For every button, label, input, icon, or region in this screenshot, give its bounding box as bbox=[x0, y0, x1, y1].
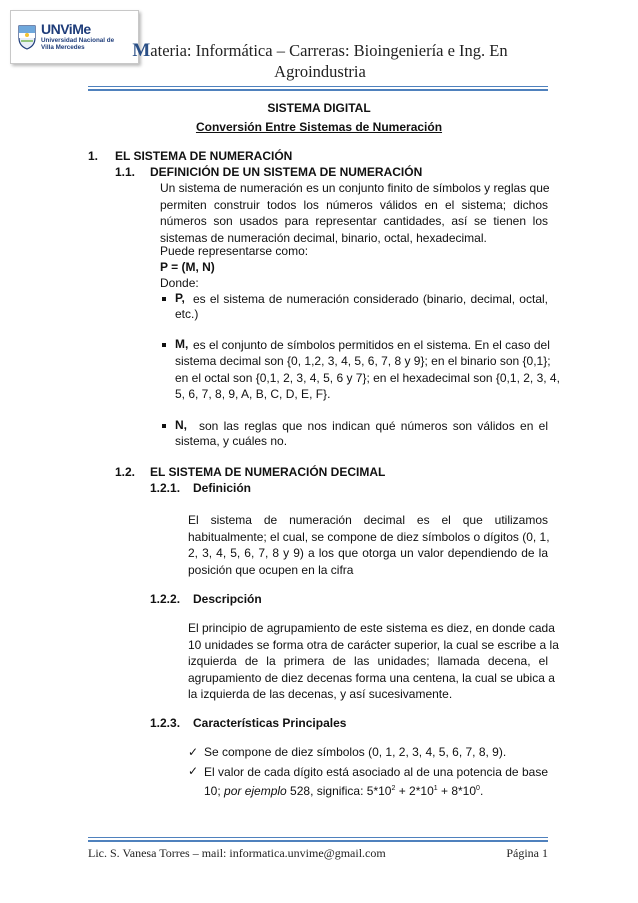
paragraph-line: sistemas de numeración decimal, binario, octal, hexadecimal. bbox=[160, 230, 487, 245]
logo-brand: UNViMe bbox=[41, 21, 91, 38]
bullet-line: es el sistema de numeración considerado (binario, decimal, octal, bbox=[193, 292, 548, 306]
exponent: 1 bbox=[433, 785, 438, 792]
paragraph-line: 2, 3, 4, 5, 6, 7, 8 y 9) a los que otorga un valor dependiendo de la bbox=[188, 546, 548, 561]
bullet-line: sistema decimal son {0, 1,2, 3, 4, 5, 6, 7, 8 y 9}; en el binario son {0,1}; bbox=[175, 354, 551, 368]
exponent: 2 bbox=[391, 785, 396, 792]
paragraph-line: habitualmente; el cual, se compone de diez símbolos o dígitos (0, 1, bbox=[188, 529, 550, 544]
bullet-line: 5, 6, 7, 8, 9, A, B, C, D, E, F}. bbox=[175, 387, 331, 402]
paragraph-line: permiten construir todos los números válidos en el sistema; dichos bbox=[160, 197, 548, 212]
page-number: Página 1 bbox=[506, 846, 548, 860]
bullet-square-icon bbox=[162, 424, 166, 428]
donde-label: Donde: bbox=[160, 276, 199, 290]
characteristic-2-line-2 bbox=[204, 784, 483, 799]
bullet-p-text bbox=[193, 291, 548, 308]
paragraph-line: posición que ocupen en la cifra bbox=[188, 562, 354, 577]
paragraph-line: agrupamiento de diez decenas forma una centena, la cual se ubica a bbox=[188, 670, 555, 685]
page-header-title bbox=[100, 40, 540, 82]
bullet-square-icon bbox=[162, 343, 166, 347]
characteristic-1: Se compone de diez símbolos (0, 1, 2, 3, 4, 5, 6, 7, 8, 9). bbox=[204, 745, 507, 759]
example-term-1: 528, significa: 5*10 bbox=[286, 784, 392, 798]
checkmark-icon: ✓ bbox=[188, 764, 199, 778]
paragraph-line: izquierda de la primera de las unidades; llamada decena, el bbox=[188, 654, 548, 669]
paragraph-line: Un sistema de numeración es un conjunto finito de símbolos y reglas que bbox=[160, 181, 550, 195]
footer-divider-thick bbox=[88, 840, 548, 842]
header-line-2: Agroindustria bbox=[274, 62, 366, 81]
shield-icon bbox=[17, 24, 37, 50]
bullet-line: en el octal son {0,1, 2, 3, 4, 5, 6 y 7}; en el hexadecimal son {0,1, 2, 3, 4, bbox=[175, 370, 560, 385]
paragraph-line: 10 unidades se forma otra de carácter superior, la cual se escribe a la bbox=[188, 637, 559, 652]
section-1-2-1-title: Definición bbox=[193, 481, 252, 495]
paragraph-line: números son usados para representar cantidades, así se tienen los bbox=[160, 214, 548, 229]
section-1-2-2-number: 1.2.2. bbox=[150, 592, 181, 606]
formula: P = (M, N) bbox=[160, 260, 215, 274]
section-1-2-title: EL SISTEMA DE NUMERACIÓN DECIMAL bbox=[150, 465, 386, 479]
footer-divider bbox=[88, 837, 548, 838]
paragraph-line: la izquierda de las decenas, y así sucesivamente. bbox=[188, 687, 453, 702]
checkmark-icon: ✓ bbox=[188, 745, 199, 759]
header-line-1: ateria: Informática – Carreras: Bioingeniería e Ing. En bbox=[150, 41, 508, 60]
paragraph-line: El sistema de numeración decimal es el que utilizamos bbox=[188, 513, 548, 527]
characteristic-2 bbox=[204, 764, 548, 781]
section-1-1-paragraph bbox=[160, 180, 548, 246]
example-end: . bbox=[479, 784, 484, 798]
exponent: 0 bbox=[476, 785, 480, 792]
characteristic-2-line-1: El valor de cada dígito está asociado al de una potencia de base bbox=[204, 765, 548, 779]
bullet-n-text bbox=[199, 418, 548, 435]
document-subtitle: Conversión Entre Sistemas de Numeración bbox=[195, 120, 443, 134]
bullet-line: etc.) bbox=[175, 307, 199, 321]
section-1-1-number: 1.1. bbox=[115, 165, 136, 179]
document-title: SISTEMA DIGITAL bbox=[267, 101, 371, 115]
bullet-m-key: M, bbox=[175, 337, 189, 351]
bullet-line: es el conjunto de símbolos permitidos en el sistema. En el caso del bbox=[193, 338, 550, 352]
representation-text: Puede representarse como: bbox=[160, 244, 309, 258]
bullet-line: sistema, y cuáles no. bbox=[175, 434, 288, 448]
section-1-number: 1. bbox=[88, 149, 99, 163]
header-initial: M bbox=[132, 40, 151, 61]
header-divider bbox=[88, 86, 548, 87]
section-1-2-2-paragraph bbox=[188, 620, 559, 703]
logo-subtitle-2: Villa Mercedes bbox=[41, 44, 85, 51]
section-1-2-1-number: 1.2.1. bbox=[150, 481, 181, 495]
section-1-2-1-paragraph bbox=[188, 512, 548, 578]
bullet-m-text bbox=[193, 337, 548, 354]
header-divider-thick bbox=[88, 89, 548, 91]
bullet-m-text-cont bbox=[175, 353, 560, 403]
section-1-2-number: 1.2. bbox=[115, 465, 136, 479]
section-1-2-3-title: Características Principales bbox=[193, 716, 347, 730]
bullet-square-icon bbox=[162, 297, 166, 301]
footer-author: Lic. S. Vanesa Torres – mail: informatica.unvime@gmail.com bbox=[88, 846, 386, 860]
bullet-n-key: N, bbox=[175, 418, 187, 432]
section-1-2-2-title: Descripción bbox=[193, 592, 262, 606]
bullet-p-key: P, bbox=[175, 291, 185, 305]
logo-subtitle-1: Universidad Nacional de bbox=[41, 37, 115, 45]
example-term-3: + 8*10 bbox=[437, 784, 477, 798]
section-1-2-3-number: 1.2.3. bbox=[150, 716, 181, 730]
section-1-1-title: DEFINICIÓN DE UN SISTEMA DE NUMERACIÓN bbox=[150, 165, 423, 179]
example-term-2: + 2*10 bbox=[395, 784, 434, 798]
section-1-title: EL SISTEMA DE NUMERACIÓN bbox=[115, 149, 293, 163]
example-italic: por ejemplo bbox=[224, 784, 287, 798]
example-prefix: 10; bbox=[204, 784, 225, 798]
bullet-line: son las reglas que nos indican qué números son válidos en el bbox=[199, 419, 548, 433]
paragraph-line: El principio de agrupamiento de este sistema es diez, en donde cada bbox=[188, 621, 555, 635]
